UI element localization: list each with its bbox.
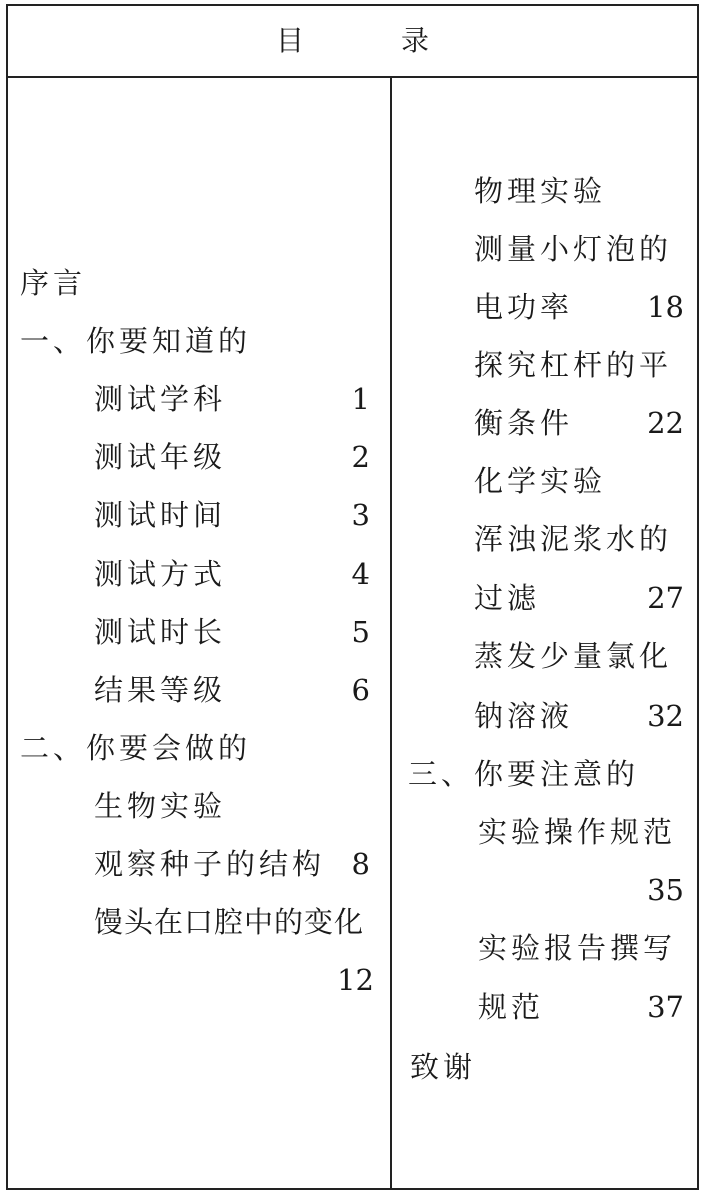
toc-thanks[interactable]: 致谢 bbox=[410, 1050, 477, 1084]
toc-item-filter-line2[interactable]: 过滤 bbox=[474, 581, 541, 615]
toc-page-operation: 35 bbox=[647, 873, 684, 907]
toc-page-bread: 12 bbox=[337, 963, 374, 997]
toc-section-2[interactable]: 二、你要会做的 bbox=[20, 731, 252, 765]
page-title: 目 录 bbox=[276, 24, 473, 57]
toc-item-evap-line1[interactable]: 蒸发少量氯化 bbox=[474, 639, 673, 673]
toc-item-report-line1[interactable]: 实验报告撰写 bbox=[478, 931, 677, 965]
toc-item-operation[interactable]: 实验操作规范 bbox=[478, 815, 677, 849]
toc-item-lever-line2[interactable]: 衡条件 bbox=[474, 406, 574, 440]
toc-item-time[interactable]: 测试时间 bbox=[94, 498, 227, 532]
toc-page-filter: 27 bbox=[647, 581, 684, 615]
toc-item-duration[interactable]: 测试时长 bbox=[94, 615, 227, 649]
title-row bbox=[8, 6, 697, 78]
toc-item-bulb-line1[interactable]: 测量小灯泡的 bbox=[474, 232, 673, 266]
toc-page-duration: 5 bbox=[351, 615, 370, 649]
toc-sub-physics[interactable]: 物理实验 bbox=[474, 174, 607, 208]
toc-item-evap-line2[interactable]: 钠溶液 bbox=[474, 699, 574, 733]
toc-section-1[interactable]: 一、你要知道的 bbox=[20, 324, 252, 358]
toc-item-filter-line1[interactable]: 浑浊泥浆水的 bbox=[474, 522, 673, 556]
toc-item-result[interactable]: 结果等级 bbox=[94, 673, 227, 707]
toc-item-report-line2[interactable]: 规范 bbox=[478, 990, 545, 1024]
toc-item-seed[interactable]: 观察种子的结构 bbox=[94, 847, 326, 881]
toc-page-lever: 22 bbox=[647, 406, 684, 440]
toc-item-method[interactable]: 测试方式 bbox=[94, 557, 227, 591]
toc-page-method: 4 bbox=[351, 557, 370, 591]
toc-page-subject: 1 bbox=[351, 382, 370, 416]
toc-preface[interactable]: 序言 bbox=[20, 266, 87, 300]
toc-item-bread[interactable]: 馒头在口腔中的变化 bbox=[94, 905, 365, 939]
toc-page-time: 3 bbox=[351, 498, 370, 532]
toc-page-grade: 2 bbox=[351, 440, 370, 474]
toc-sub-biology[interactable]: 生物实验 bbox=[94, 789, 227, 823]
toc-sub-chemistry[interactable]: 化学实验 bbox=[474, 464, 607, 498]
toc-page-seed: 8 bbox=[351, 847, 370, 881]
toc-page-report: 37 bbox=[647, 990, 684, 1024]
toc-item-lever-line1[interactable]: 探究杠杆的平 bbox=[474, 348, 673, 382]
toc-item-bulb-line2[interactable]: 电功率 bbox=[474, 290, 574, 324]
toc-page-result: 6 bbox=[351, 673, 370, 707]
toc-page-evap: 32 bbox=[647, 699, 684, 733]
toc-page-bulb: 18 bbox=[647, 290, 684, 324]
column-divider bbox=[390, 78, 392, 1188]
toc-section-3[interactable]: 三、你要注意的 bbox=[408, 757, 640, 791]
toc-item-subject[interactable]: 测试学科 bbox=[94, 382, 227, 416]
toc-item-grade[interactable]: 测试年级 bbox=[94, 440, 227, 474]
